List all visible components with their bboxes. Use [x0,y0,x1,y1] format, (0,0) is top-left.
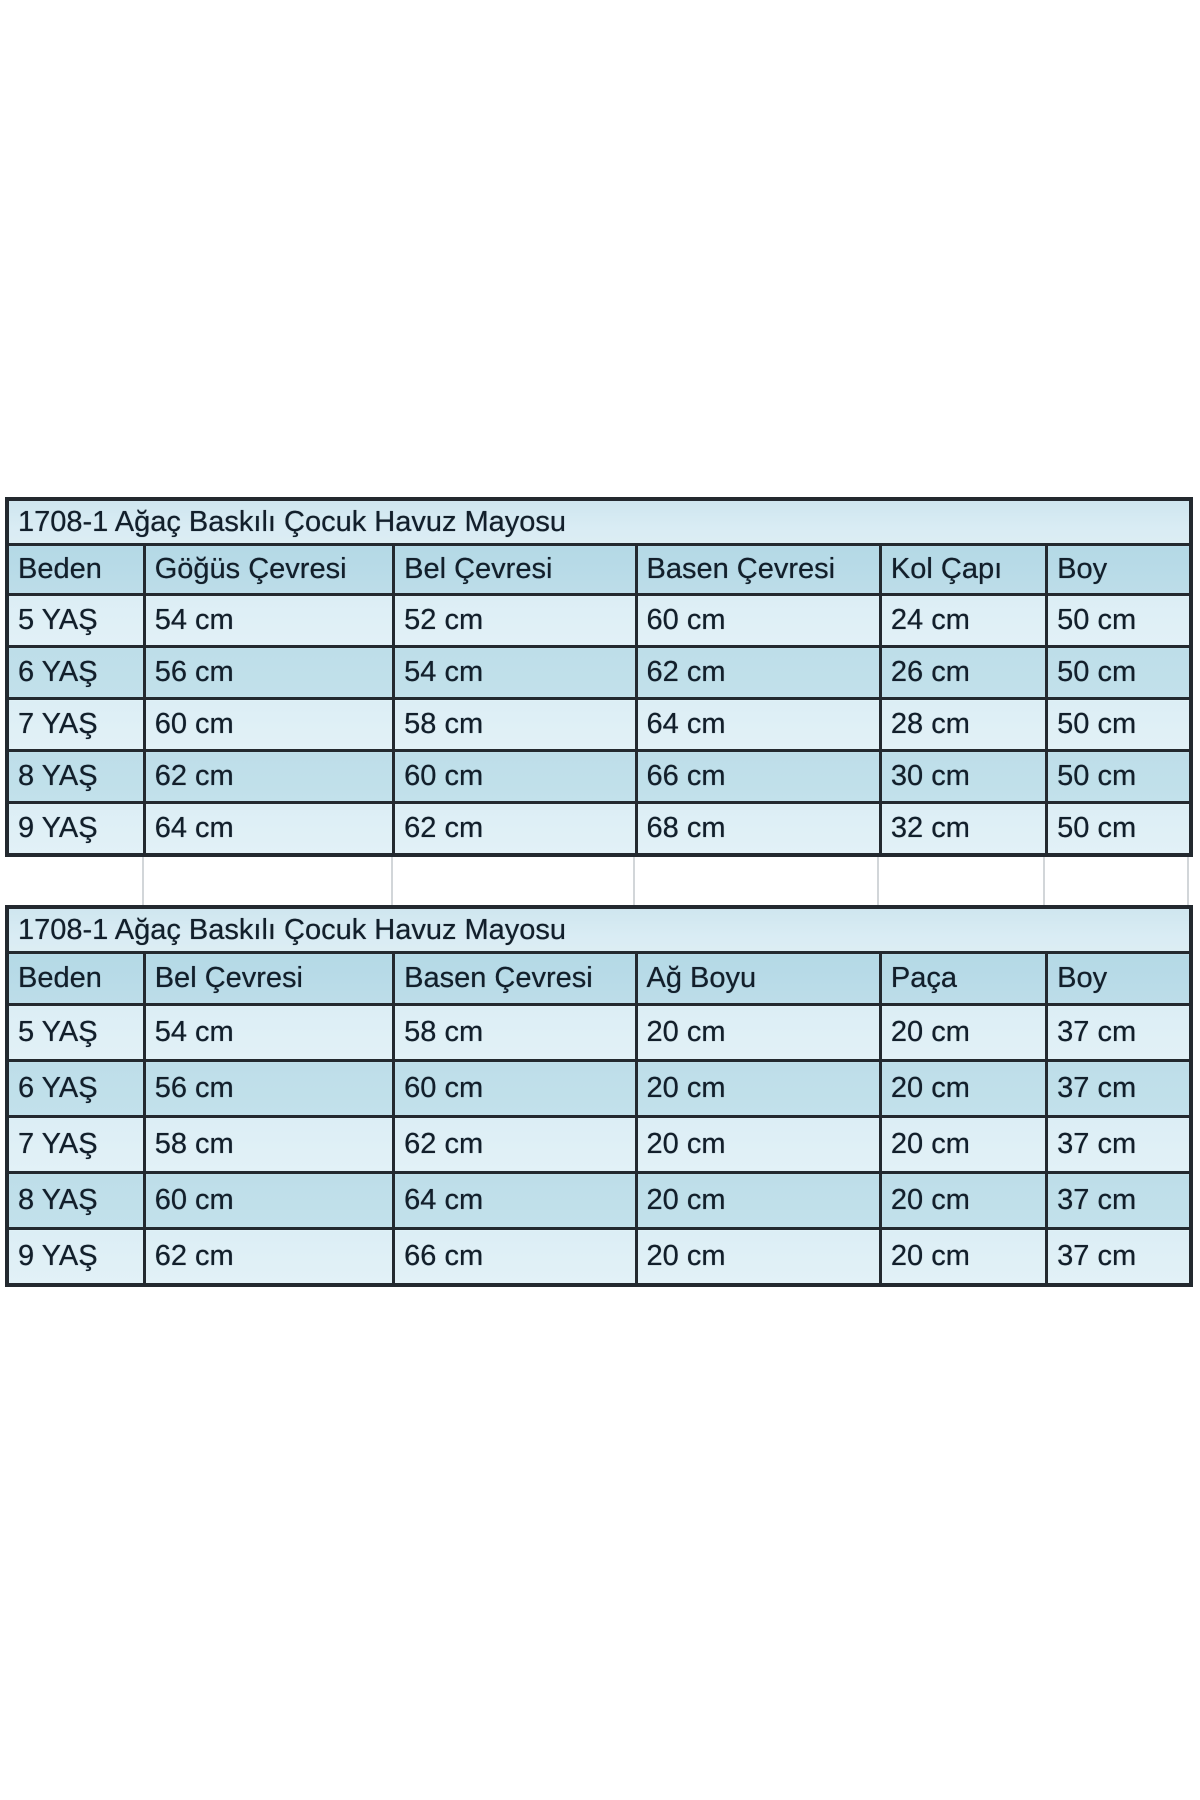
measurement-cell: 28 cm [880,699,1046,751]
measurement-cell: 52 cm [394,595,636,647]
measurement-cell: 37 cm [1047,1173,1191,1229]
table-row [7,595,1191,647]
table-row [7,1005,1191,1061]
header-cell: Boy [1047,545,1191,595]
measurement-cell: 58 cm [144,1117,393,1173]
size-label-cell: 5 YAŞ [7,595,144,647]
table-row [7,1117,1191,1173]
table-title-row [7,499,1191,545]
measurement-cell: 37 cm [1047,1061,1191,1117]
gap-gridline [142,857,144,905]
table-header-row [7,953,1191,1005]
measurement-cell: 62 cm [394,1117,636,1173]
header-cell: Paça [880,953,1046,1005]
measurement-cell: 60 cm [144,699,393,751]
table-title: 1708-1 Ağaç Baskılı Çocuk Havuz Mayosu [7,499,1191,545]
table-title: 1708-1 Ağaç Baskılı Çocuk Havuz Mayosu [7,907,1191,953]
measurement-cell: 54 cm [144,595,393,647]
measurement-cell: 50 cm [1047,647,1191,699]
measurement-cell: 64 cm [144,803,393,856]
table-row [7,1229,1191,1286]
header-cell: Kol Çapı [880,545,1046,595]
size-table-2 [5,905,1193,1287]
measurement-cell: 50 cm [1047,699,1191,751]
gap-gridline [1043,857,1045,905]
measurement-cell: 62 cm [144,1229,393,1286]
table-row [7,1173,1191,1229]
measurement-cell: 58 cm [394,1005,636,1061]
header-cell: Basen Çevresi [636,545,880,595]
header-cell: Bel Çevresi [394,545,636,595]
measurement-cell: 60 cm [394,1061,636,1117]
measurement-cell: 60 cm [144,1173,393,1229]
table-row [7,1061,1191,1117]
measurement-cell: 20 cm [880,1173,1046,1229]
header-cell: Beden [7,953,144,1005]
measurement-cell: 50 cm [1047,803,1191,856]
measurement-cell: 20 cm [636,1229,880,1286]
table-row [7,699,1191,751]
size-label-cell: 5 YAŞ [7,1005,144,1061]
gap-gridline [633,857,635,905]
measurement-cell: 20 cm [880,1005,1046,1061]
header-cell: Göğüs Çevresi [144,545,393,595]
measurement-cell: 24 cm [880,595,1046,647]
size-charts [5,497,1193,1287]
measurement-cell: 62 cm [394,803,636,856]
header-cell: Boy [1047,953,1191,1005]
size-label-cell: 6 YAŞ [7,1061,144,1117]
size-label-cell: 8 YAŞ [7,751,144,803]
measurement-cell: 50 cm [1047,595,1191,647]
gap-gridline [391,857,393,905]
size-table-1 [5,497,1193,857]
measurement-cell: 54 cm [394,647,636,699]
measurement-cell: 37 cm [1047,1229,1191,1286]
size-label-cell: 7 YAŞ [7,1117,144,1173]
measurement-cell: 37 cm [1047,1117,1191,1173]
header-cell: Ağ Boyu [636,953,880,1005]
size-label-cell: 6 YAŞ [7,647,144,699]
measurement-cell: 26 cm [880,647,1046,699]
measurement-cell: 37 cm [1047,1005,1191,1061]
table-row [7,647,1191,699]
measurement-cell: 62 cm [144,751,393,803]
measurement-cell: 20 cm [880,1061,1046,1117]
measurement-cell: 20 cm [636,1005,880,1061]
measurement-cell: 60 cm [394,751,636,803]
measurement-cell: 56 cm [144,1061,393,1117]
measurement-cell: 66 cm [636,751,880,803]
measurement-cell: 50 cm [1047,751,1191,803]
size-label-cell: 9 YAŞ [7,1229,144,1286]
measurement-cell: 54 cm [144,1005,393,1061]
table-row [7,803,1191,856]
spreadsheet-gap-row [5,857,1193,905]
measurement-cell: 20 cm [636,1117,880,1173]
gap-gridline [877,857,879,905]
table-header-row [7,545,1191,595]
measurement-cell: 58 cm [394,699,636,751]
measurement-cell: 56 cm [144,647,393,699]
table-row [7,751,1191,803]
measurement-cell: 60 cm [636,595,880,647]
measurement-cell: 20 cm [636,1061,880,1117]
size-label-cell: 8 YAŞ [7,1173,144,1229]
measurement-cell: 64 cm [636,699,880,751]
table-title-row [7,907,1191,953]
size-label-cell: 7 YAŞ [7,699,144,751]
measurement-cell: 32 cm [880,803,1046,856]
measurement-cell: 20 cm [880,1229,1046,1286]
size-label-cell: 9 YAŞ [7,803,144,856]
measurement-cell: 20 cm [880,1117,1046,1173]
measurement-cell: 62 cm [636,647,880,699]
measurement-cell: 66 cm [394,1229,636,1286]
header-cell: Bel Çevresi [144,953,393,1005]
header-cell: Beden [7,545,144,595]
measurement-cell: 68 cm [636,803,880,856]
measurement-cell: 64 cm [394,1173,636,1229]
gap-gridline [1187,857,1189,905]
measurement-cell: 20 cm [636,1173,880,1229]
header-cell: Basen Çevresi [394,953,636,1005]
measurement-cell: 30 cm [880,751,1046,803]
